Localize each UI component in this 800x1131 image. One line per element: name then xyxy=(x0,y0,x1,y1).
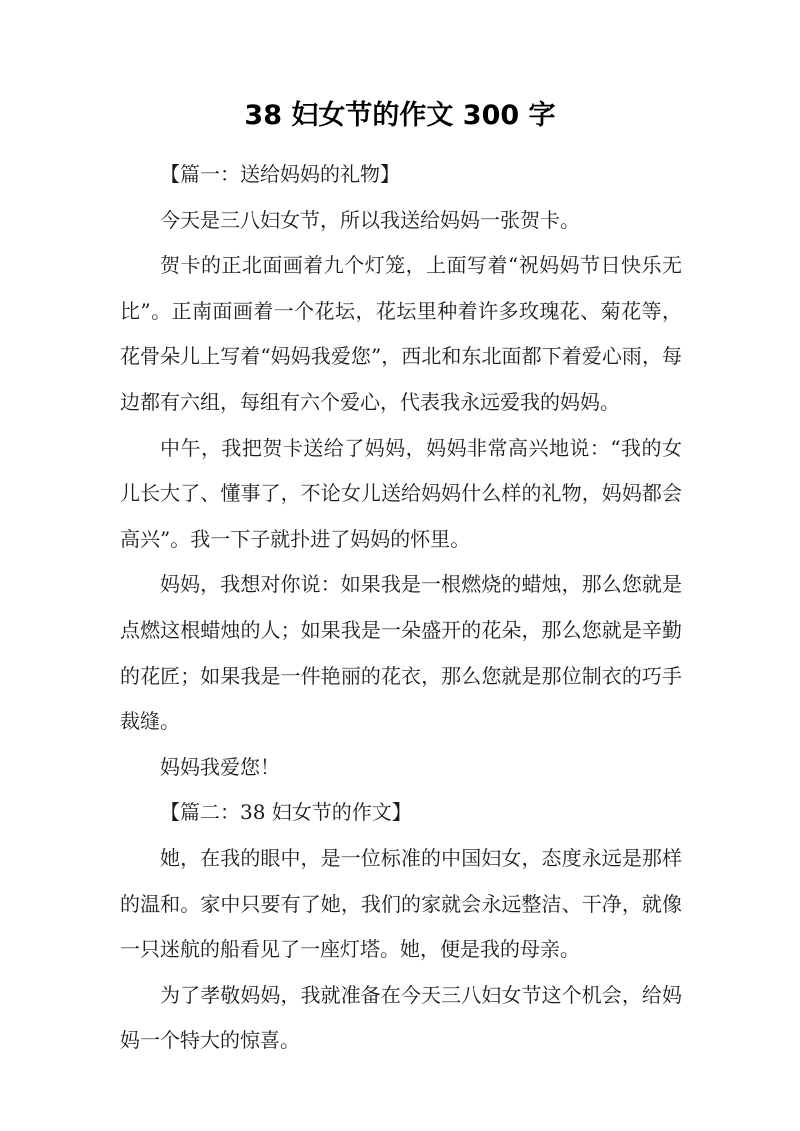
paragraph: 为了孝敬妈妈，我就准备在今天三八妇女节这个机会，给妈妈一个特大的惊喜。 xyxy=(120,982,682,1053)
document-title: 38 妇女节的作文 300 字 xyxy=(244,100,556,131)
paragraph: 中午，我把贺卡送给了妈妈，妈妈非常高兴地说：“我的女儿长大了、懂事了，不论女儿送给妈妈什么样的礼物，妈妈都会高兴”。我一下子就扑进了妈妈的怀里。 xyxy=(120,435,682,551)
paragraph: 她，在我的眼中，是一位标准的中国妇女，态度永远是那样的温和。家中只要有了她，我们的家就会永远整洁、干净，就像一只迷航的船看见了一座灯塔。她，便是我的母亲。 xyxy=(120,845,682,962)
section-heading-1: 【篇一：送给妈妈的礼物】 xyxy=(160,162,400,186)
document-body xyxy=(120,152,682,1064)
section-heading-2: 【篇二：38 妇女节的作文】 xyxy=(160,800,412,825)
paragraph: 贺卡的正北面画着九个灯笼，上面写着“祝妈妈节日快乐无比”。正南面画着一个花坛，花坛里种着许多玫瑰花、菊花等，花骨朵儿上写着“妈妈我爱您”，西北和东北面都下着爱心雨，每边都有六组，每组有六个爱心，代表我永远爱我的妈妈。 xyxy=(120,253,682,414)
paragraph: 今天是三八妇女节，所以我送给妈妈一张贺卡。 xyxy=(160,207,580,232)
paragraph: 妈妈我爱您！ xyxy=(160,754,280,779)
paragraph: 妈妈，我想对你说：如果我是一根燃烧的蜡烛，那么您就是点燃这根蜡烛的人；如果我是一朵盛开的花朵，那么您就是辛勤的花匠；如果我是一件艳丽的花衣，那么您就是那位制衣的巧手裁缝。 xyxy=(120,572,682,734)
